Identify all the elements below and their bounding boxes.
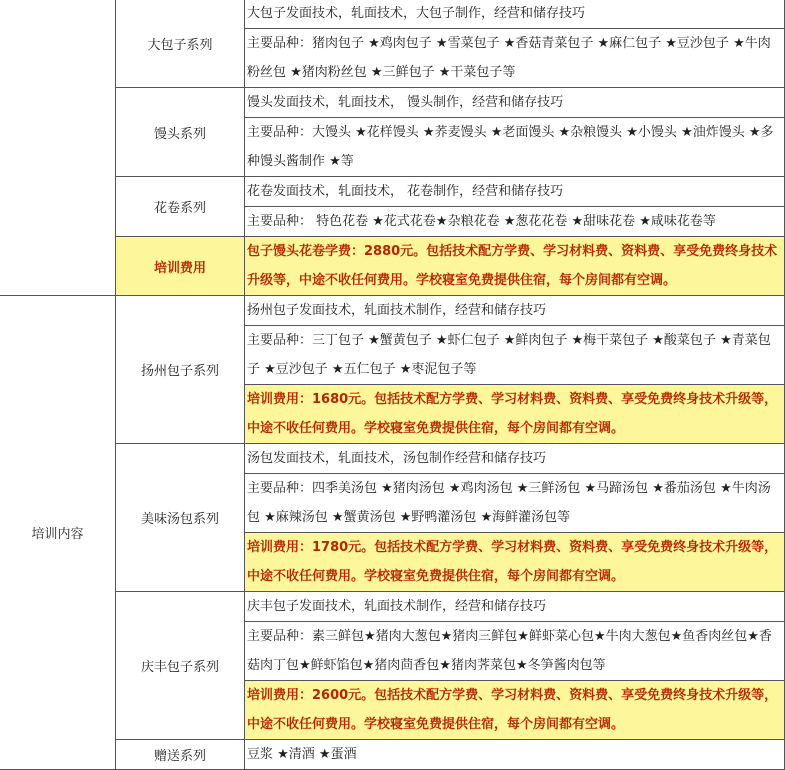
series-name-soup-bun: 美味汤包系列	[116, 444, 245, 592]
series-detail-row: 汤包发面技术，轧面技术，汤包制作经营和储存技巧	[245, 444, 785, 474]
series-name-yangzhou: 扬州包子系列	[116, 296, 245, 444]
series-name-gift: 赠送系列	[116, 740, 245, 770]
series-detail-row: 主要品种： 特色花卷 ★花式花卷★杂粮花卷 ★葱花花卷 ★甜味花卷 ★咸味花卷等	[245, 207, 785, 237]
series-name-qingfeng: 庆丰包子系列	[116, 592, 245, 740]
series-detail-row: 庆丰包子发面技术，轧面技术制作，经营和储存技巧	[245, 592, 785, 622]
fee-detail-row: 培训费用：1780元。包括技术配方学费、学习材料费、资料费、享受免费终身技术升级等，中途不收任何费用。学校寝室免费提供住宿，每个房间都有空调。	[245, 533, 785, 592]
blank-left-cell	[0, 88, 116, 118]
blank-left-cell	[0, 29, 116, 88]
series-detail-row: 花卷发面技术，轧面技术， 花卷制作，经营和储存技巧	[245, 177, 785, 207]
series-detail-row: 扬州包子发面技术，轧面技术制作，经营和储存技巧	[245, 296, 785, 326]
series-detail-row: 主要品种：大馒头 ★花样馒头 ★荞麦馒头 ★老面馒头 ★杂粮馒头 ★小馒头 ★油炸馒头 ★多种馒头酱制作 ★等	[245, 118, 785, 177]
fee-detail-row: 包子馒头花卷学费：2880元。包括技术配方学费、学习材料费、资料费、享受免费终身技术升级等，中途不收任何费用。学校寝室免费提供住宿，每个房间都有空调。	[245, 237, 785, 296]
blank-left-cell	[0, 237, 116, 296]
blank-left-cell	[0, 177, 116, 207]
fee-label-cell: 培训费用	[116, 237, 245, 296]
series-detail-row: 豆浆 ★清酒 ★蛋酒	[245, 740, 785, 770]
series-name-mantou: 馒头系列	[116, 88, 245, 177]
series-detail-row: 馒头发面技术，轧面技术， 馒头制作，经营和储存技巧	[245, 88, 785, 118]
series-detail-row: 主要品种：四季美汤包 ★猪肉汤包 ★鸡肉汤包 ★三鲜汤包 ★马蹄汤包 ★番茄汤包 ★牛肉汤包 ★麻辣汤包 ★蟹黄汤包 ★野鸭灌汤包 ★海鲜灌汤包等	[245, 474, 785, 533]
blank-left-cell	[0, 207, 116, 237]
blank-left-cell	[0, 0, 116, 29]
series-detail-row: 大包子发面技术，轧面技术，大包子制作，经营和储存技巧	[245, 0, 785, 29]
series-detail-row: 主要品种：三丁包子 ★蟹黄包子 ★虾仁包子 ★鲜肉包子 ★梅干菜包子 ★酸菜包子 ★青菜包子 ★豆沙包子 ★五仁包子 ★枣泥包子等	[245, 326, 785, 385]
series-detail-row: 主要品种：素三鲜包★猪肉大葱包★猪肉三鲜包★鲜虾菜心包★牛肉大葱包★鱼香肉丝包★香菇肉丁包★鲜虾馅包★猪肉茴香包★猪肉荠菜包★冬笋酱肉包等	[245, 622, 785, 681]
series-name-huajuan: 花卷系列	[116, 177, 245, 237]
blank-left-cell	[0, 118, 116, 177]
fee-detail-row: 培训费用：1680元。包括技术配方学费、学习材料费、资料费、享受免费终身技术升级等，中途不收任何费用。学校寝室免费提供住宿，每个房间都有空调。	[245, 385, 785, 444]
series-detail-row: 主要品种：猪肉包子 ★鸡肉包子 ★雪菜包子 ★香菇青菜包子 ★麻仁包子 ★豆沙包子 ★牛肉粉丝包 ★猪肉粉丝包 ★三鲜包子 ★干菜包子等	[245, 29, 785, 88]
fee-detail-row: 培训费用：2600元。包括技术配方学费、学习材料费、资料费、享受免费终身技术升级等，中途不收任何费用。学校寝室免费提供住宿，每个房间都有空调。	[245, 681, 785, 740]
series-name-big-bun: 大包子系列	[116, 0, 245, 88]
category-cell: 培训内容	[0, 296, 116, 770]
